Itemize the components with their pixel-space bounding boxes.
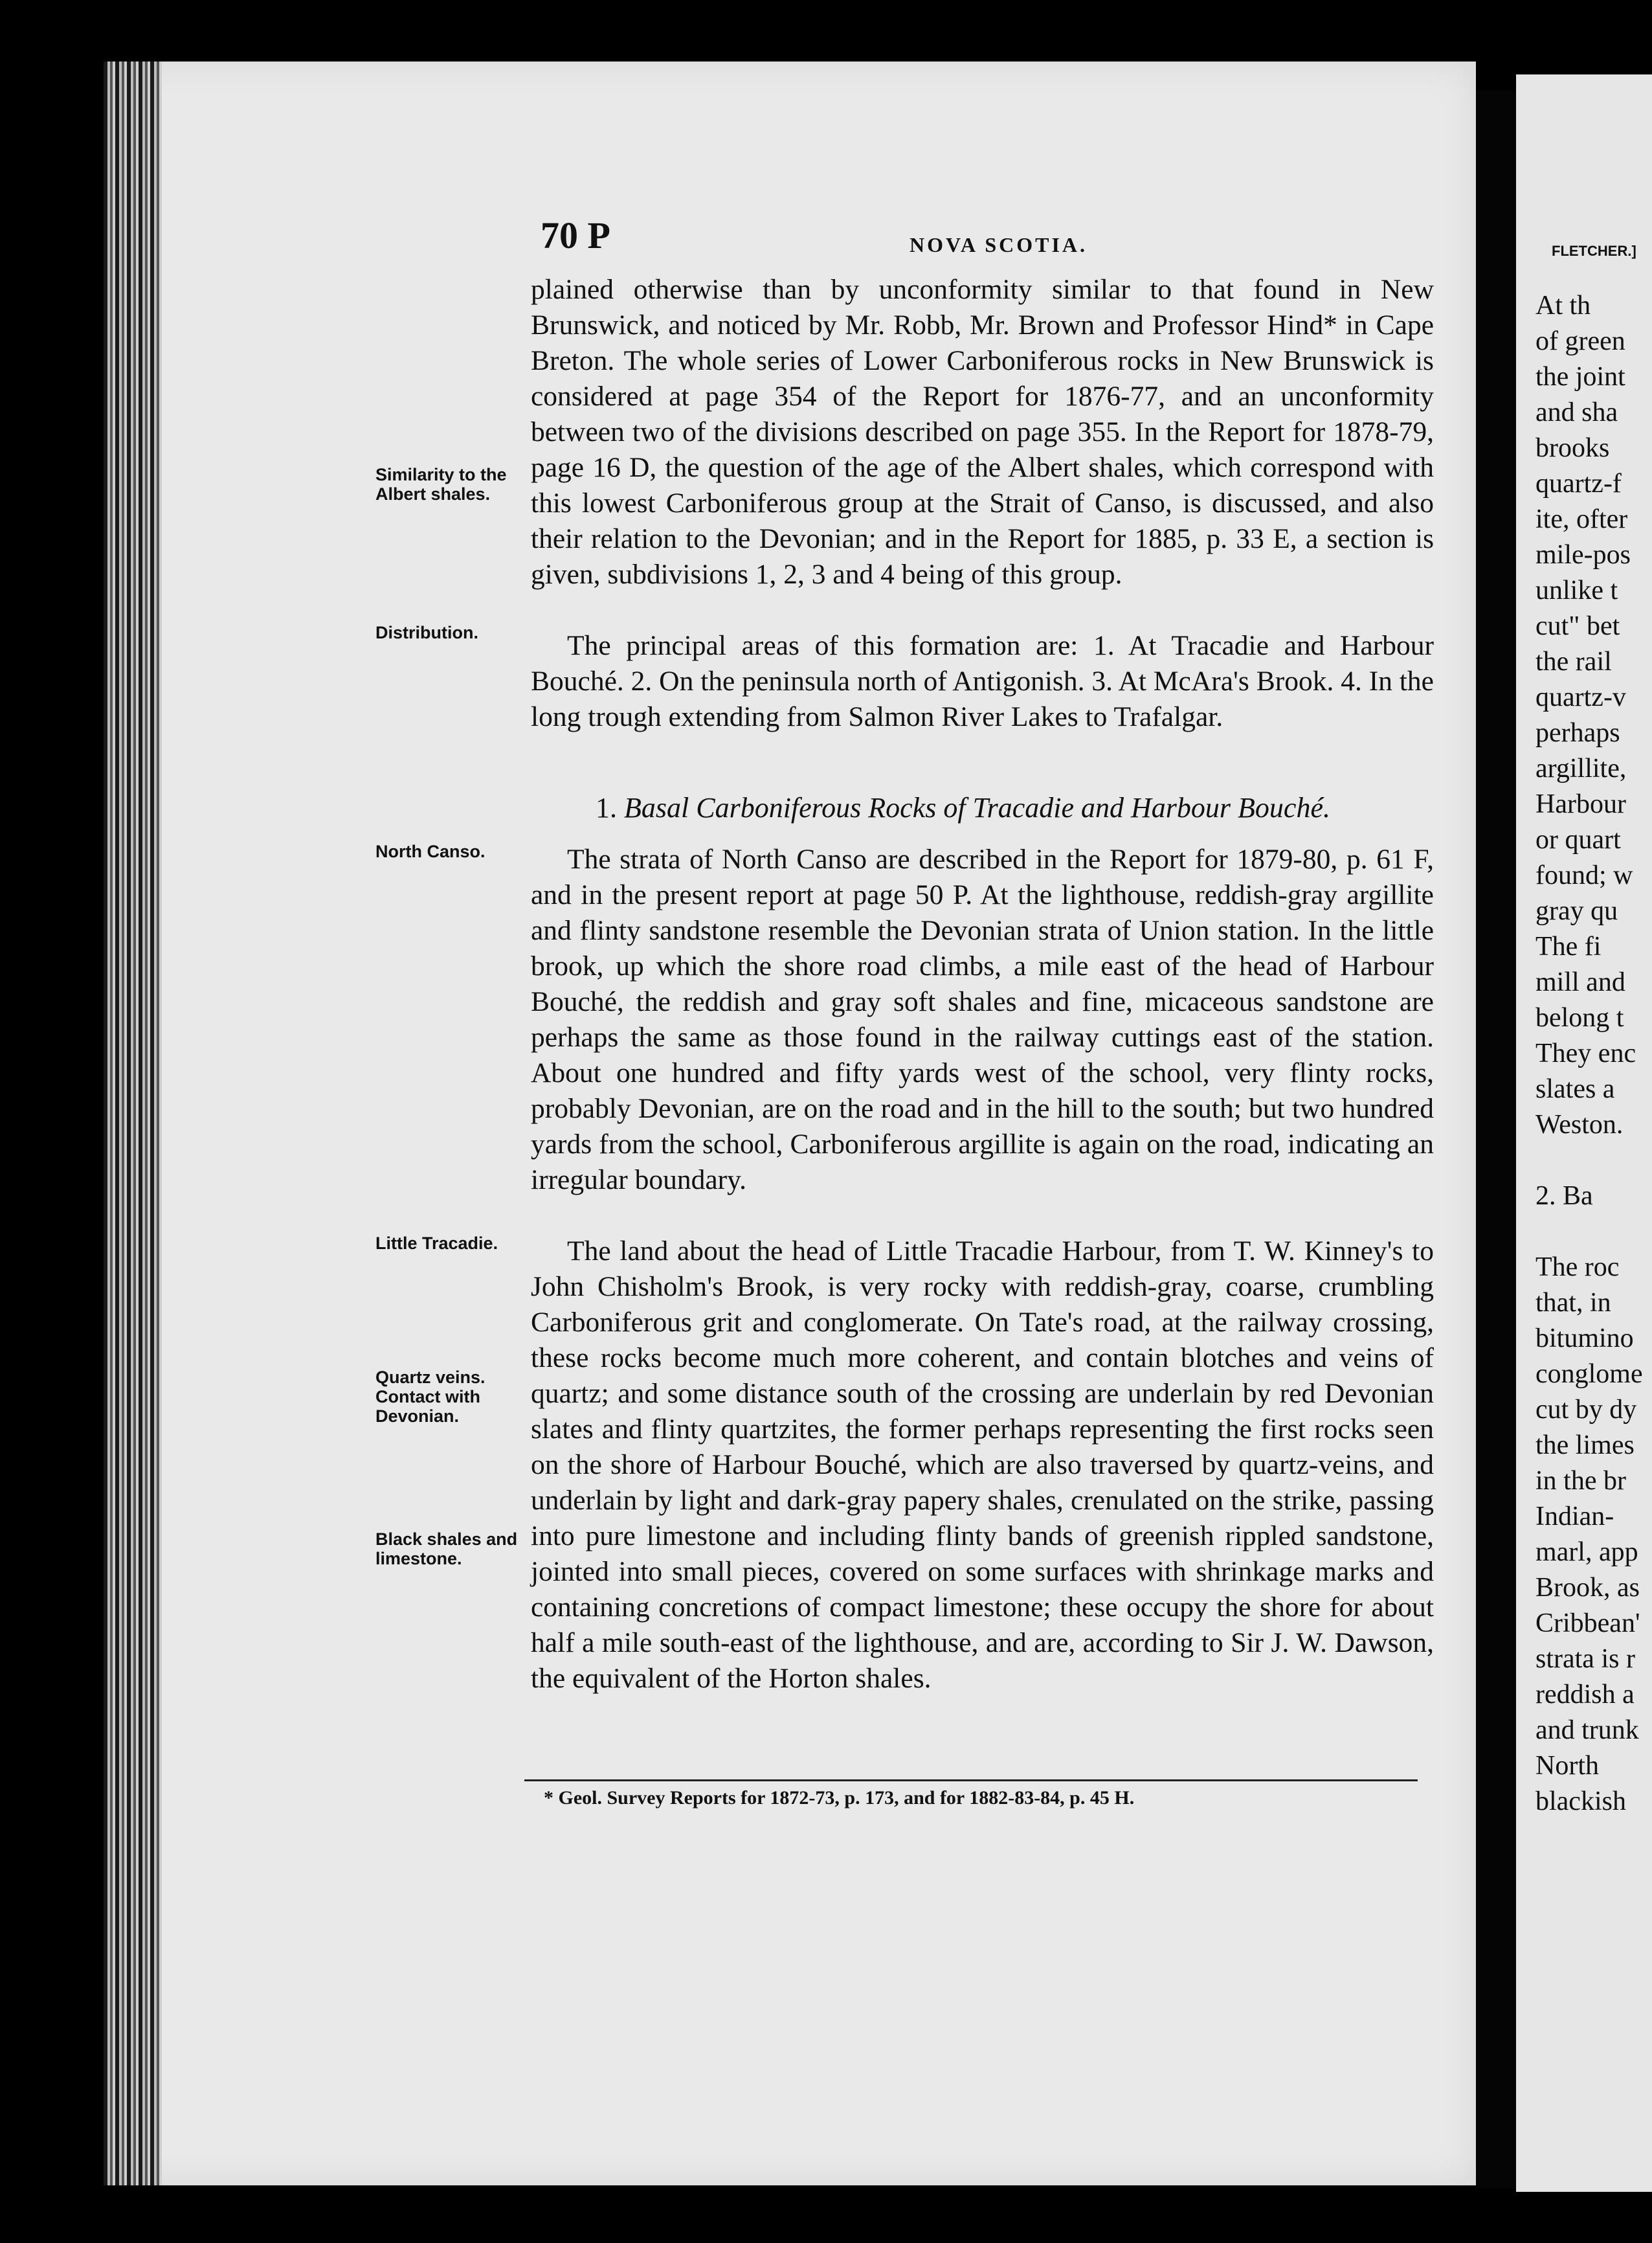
right-line: At th (1535, 291, 1591, 321)
right-line: conglome (1535, 1359, 1643, 1389)
right-line: perhaps (1535, 718, 1620, 748)
paragraph-text: The principal areas of this formation are: 1. At Tracadie and Harbour Bouché. 2. On the peninsula north of Antigonish. 3. At McAra's Brook. 4. In the long trough extending from Salmon River Lakes to Trafalgar. (531, 630, 1434, 732)
right-line: slates a (1535, 1074, 1615, 1104)
body-paragraph-4 (531, 1234, 1434, 1696)
right-line: that, in (1535, 1288, 1611, 1318)
section-number: 1. (596, 792, 617, 824)
right-line: Cribbean' (1535, 1608, 1640, 1638)
right-line: Weston. (1535, 1110, 1624, 1140)
right-line: mill and (1535, 967, 1625, 997)
right-line: Brook, as (1535, 1573, 1640, 1603)
right-line: of green (1535, 326, 1625, 356)
right-line: 2. Ba (1535, 1181, 1593, 1211)
right-line: Harbour (1535, 789, 1626, 819)
right-line (1535, 1214, 1652, 1250)
right-line: bitumino (1535, 1324, 1634, 1353)
margin-note-black-shales: Black shales and limestone. (375, 1529, 518, 1568)
right-line: reddish a (1535, 1680, 1635, 1709)
right-line: the rail (1535, 647, 1612, 677)
right-line: quartz-f (1535, 469, 1622, 499)
right-line: ite, ofter (1535, 504, 1628, 534)
margin-note-little-tracadie: Little Tracadie. (375, 1234, 498, 1253)
right-line: The roc (1535, 1252, 1620, 1282)
right-running-head: FLETCHER.] (1552, 243, 1636, 259)
right-line: strata is r (1535, 1644, 1635, 1674)
right-line: Indian- (1535, 1502, 1614, 1531)
paragraph-text: The land about the head of Little Tracadie Harbour, from T. W. Kinney's to John Chisholm's Brook, is very rocky with reddish-gray, coarse, crumbling Carboniferous grit and conglomerate. On Tate's road, at the railway crossing, these rocks become much more coherent, and contain blotches and veins of quartz; and some distance south of the crossing are underlain by red Devonian slates and flinty quartzites, the former perhaps representing the first rocks seen on the shore of Harbour Bouché, which are also traversed by quartz-veins, and underlain by light and dark-gray papery shales, crenulated on the strike, passing into pure limestone and including flinty bands of greenish rippled sandstone, jointed into small pieces, covered on some surfaces with shrinkage marks and containing concretions of compact limestone; these occupy the shore for about half a mile south-east of the lighthouse, and are, according to Sir J. W. Dawson, the equivalent of the Horton shales. (531, 1235, 1434, 1694)
right-line: They enc (1535, 1039, 1636, 1068)
body-paragraph-1 (531, 272, 1434, 592)
right-line: cut" bet (1535, 611, 1620, 641)
section-heading (596, 791, 1437, 824)
right-line: North (1535, 1751, 1599, 1781)
page-edges (104, 62, 162, 2185)
page-title: NOVA SCOTIA. (910, 233, 1088, 256)
right-line: argillite, (1535, 754, 1627, 783)
margin-note-distribution: Distribution. (375, 623, 478, 642)
right-line: marl, app (1535, 1537, 1638, 1567)
section-title: Basal Carboniferous Rocks of Tracadie and Harbour Bouché. (624, 792, 1330, 824)
body-paragraph-2 (531, 628, 1434, 735)
margin-note-north-canso: North Canso. (375, 842, 486, 861)
right-line: found; w (1535, 861, 1633, 890)
right-line: or quart (1535, 825, 1621, 855)
page-number: 70 P (541, 214, 610, 256)
right-line: quartz-v (1535, 682, 1626, 712)
paragraph-text: plained otherwise than by unconformity similar to that found in New Brunswick, and noticed by Mr. Robb, Mr. Brown and Professor Hind* in Cape Breton. The whole series of Lower Carboniferous rocks in New Brunswick is considered at page 354 of the Report for 1876-77, and an unconformity between two of the divisions described on page 355. In the Report for 1878-79, page 16 D, the question of the age of the Albert shales, which correspond with this lowest Carboniferous group at the Strait of Canso, is discussed, and also their relation to the Devonian; and in the Report for 1885, p. 33 E, a section is given, subdivisions 1, 2, 3 and 4 being of this group. (531, 274, 1434, 590)
right-page (1516, 74, 1652, 2192)
footnote-rule (524, 1779, 1418, 1781)
right-line: mile-pos (1535, 540, 1631, 570)
right-line: cut by dy (1535, 1395, 1637, 1425)
right-line: the limes (1535, 1430, 1635, 1460)
right-line (1535, 1143, 1652, 1178)
paragraph-text: The strata of North Canso are described in the Report for 1879-80, p. 61 F, and in the present report at page 50 P. At the lighthouse, reddish-gray argillite and flinty sandstone resemble the Devonian strata of Union station. In the little brook, up which the shore road climbs, a mile east of the head of Harbour Bouché, the reddish and gray soft shales and fine, micaceous sandstone are perhaps the same as those found in the railway cuttings east of the station. About one hundred and fifty yards west of the school, very flinty rocks, probably Devonian, are on the road and in the hill to the south; but two hundred yards from the school, Carboniferous argillite is again on the road, indicating an irregular boundary. (531, 844, 1434, 1195)
right-line: and trunk (1535, 1715, 1639, 1745)
right-page-lines (1535, 288, 1652, 1820)
margin-note-similarity: Similarity to the Albert shales. (375, 465, 507, 504)
right-line: belong t (1535, 1003, 1624, 1033)
book-gutter (1476, 91, 1516, 2189)
right-line: gray qu (1535, 896, 1618, 926)
margin-note-quartz-veins: Quartz veins. Contact with Devonian. (375, 1368, 486, 1426)
body-paragraph-3 (531, 842, 1434, 1198)
right-line: blackish (1535, 1787, 1626, 1816)
footnote: * Geol. Survey Reports for 1872-73, p. 173, and for 1882-83-84, p. 45 H. (544, 1787, 1135, 1809)
right-line: The fi (1535, 932, 1602, 962)
right-line: and sha (1535, 398, 1618, 427)
right-line: brooks (1535, 433, 1610, 463)
right-line: the joint (1535, 362, 1625, 392)
right-line: unlike t (1535, 576, 1618, 605)
right-line: in the br (1535, 1466, 1626, 1496)
